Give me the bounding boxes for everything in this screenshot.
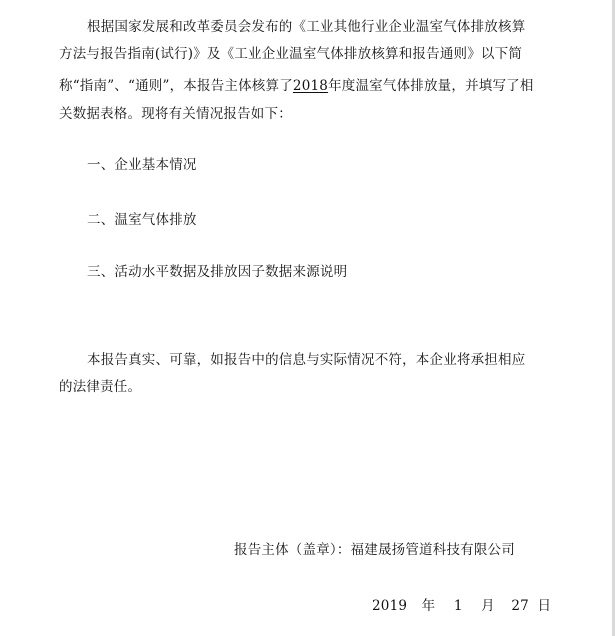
- date-month-unit: 月: [481, 598, 495, 614]
- section-heading-3: 三、活动水平数据及排放因子数据来源说明: [87, 264, 348, 280]
- intro-line-1: 根据国家发展和改革委员会发布的《工业其他行业企业温室气体排放核算: [87, 19, 526, 35]
- statement-line-2: 的法律责任。: [59, 379, 142, 395]
- date-day-unit: 日: [537, 598, 552, 614]
- date-year: 2019: [372, 598, 408, 614]
- intro-line-2: 方法与报告指南(试行)》及《工业企业温室气体排放核算和报告通则》以下简: [59, 46, 523, 62]
- date-year-unit: 年: [421, 598, 436, 614]
- report-date: [372, 596, 551, 616]
- intro-line-3-part-1: 称“指南”、“通则”，本报告主体核算了: [59, 78, 293, 94]
- statement-line-1: 本报告真实、可靠，如报告中的信息与实际情况不符，本企业将承担相应: [87, 352, 526, 368]
- section-heading-1: 一、企业基本情况: [87, 157, 197, 173]
- date-day: 27: [511, 598, 529, 614]
- report-year: 2018: [292, 78, 329, 94]
- date-month: 1: [453, 598, 463, 614]
- signature-line: 报告主体（盖章）：福建晟扬管道科技有限公司: [234, 542, 515, 558]
- section-heading-2: 二、温室气体排放: [87, 212, 197, 228]
- intro-line-4: 关数据表格。现将有关情况报告如下：: [59, 106, 292, 122]
- intro-line-3-part-2: 年度温室气体排放量，并填写了相: [328, 78, 534, 94]
- intro-line-3: [59, 76, 534, 96]
